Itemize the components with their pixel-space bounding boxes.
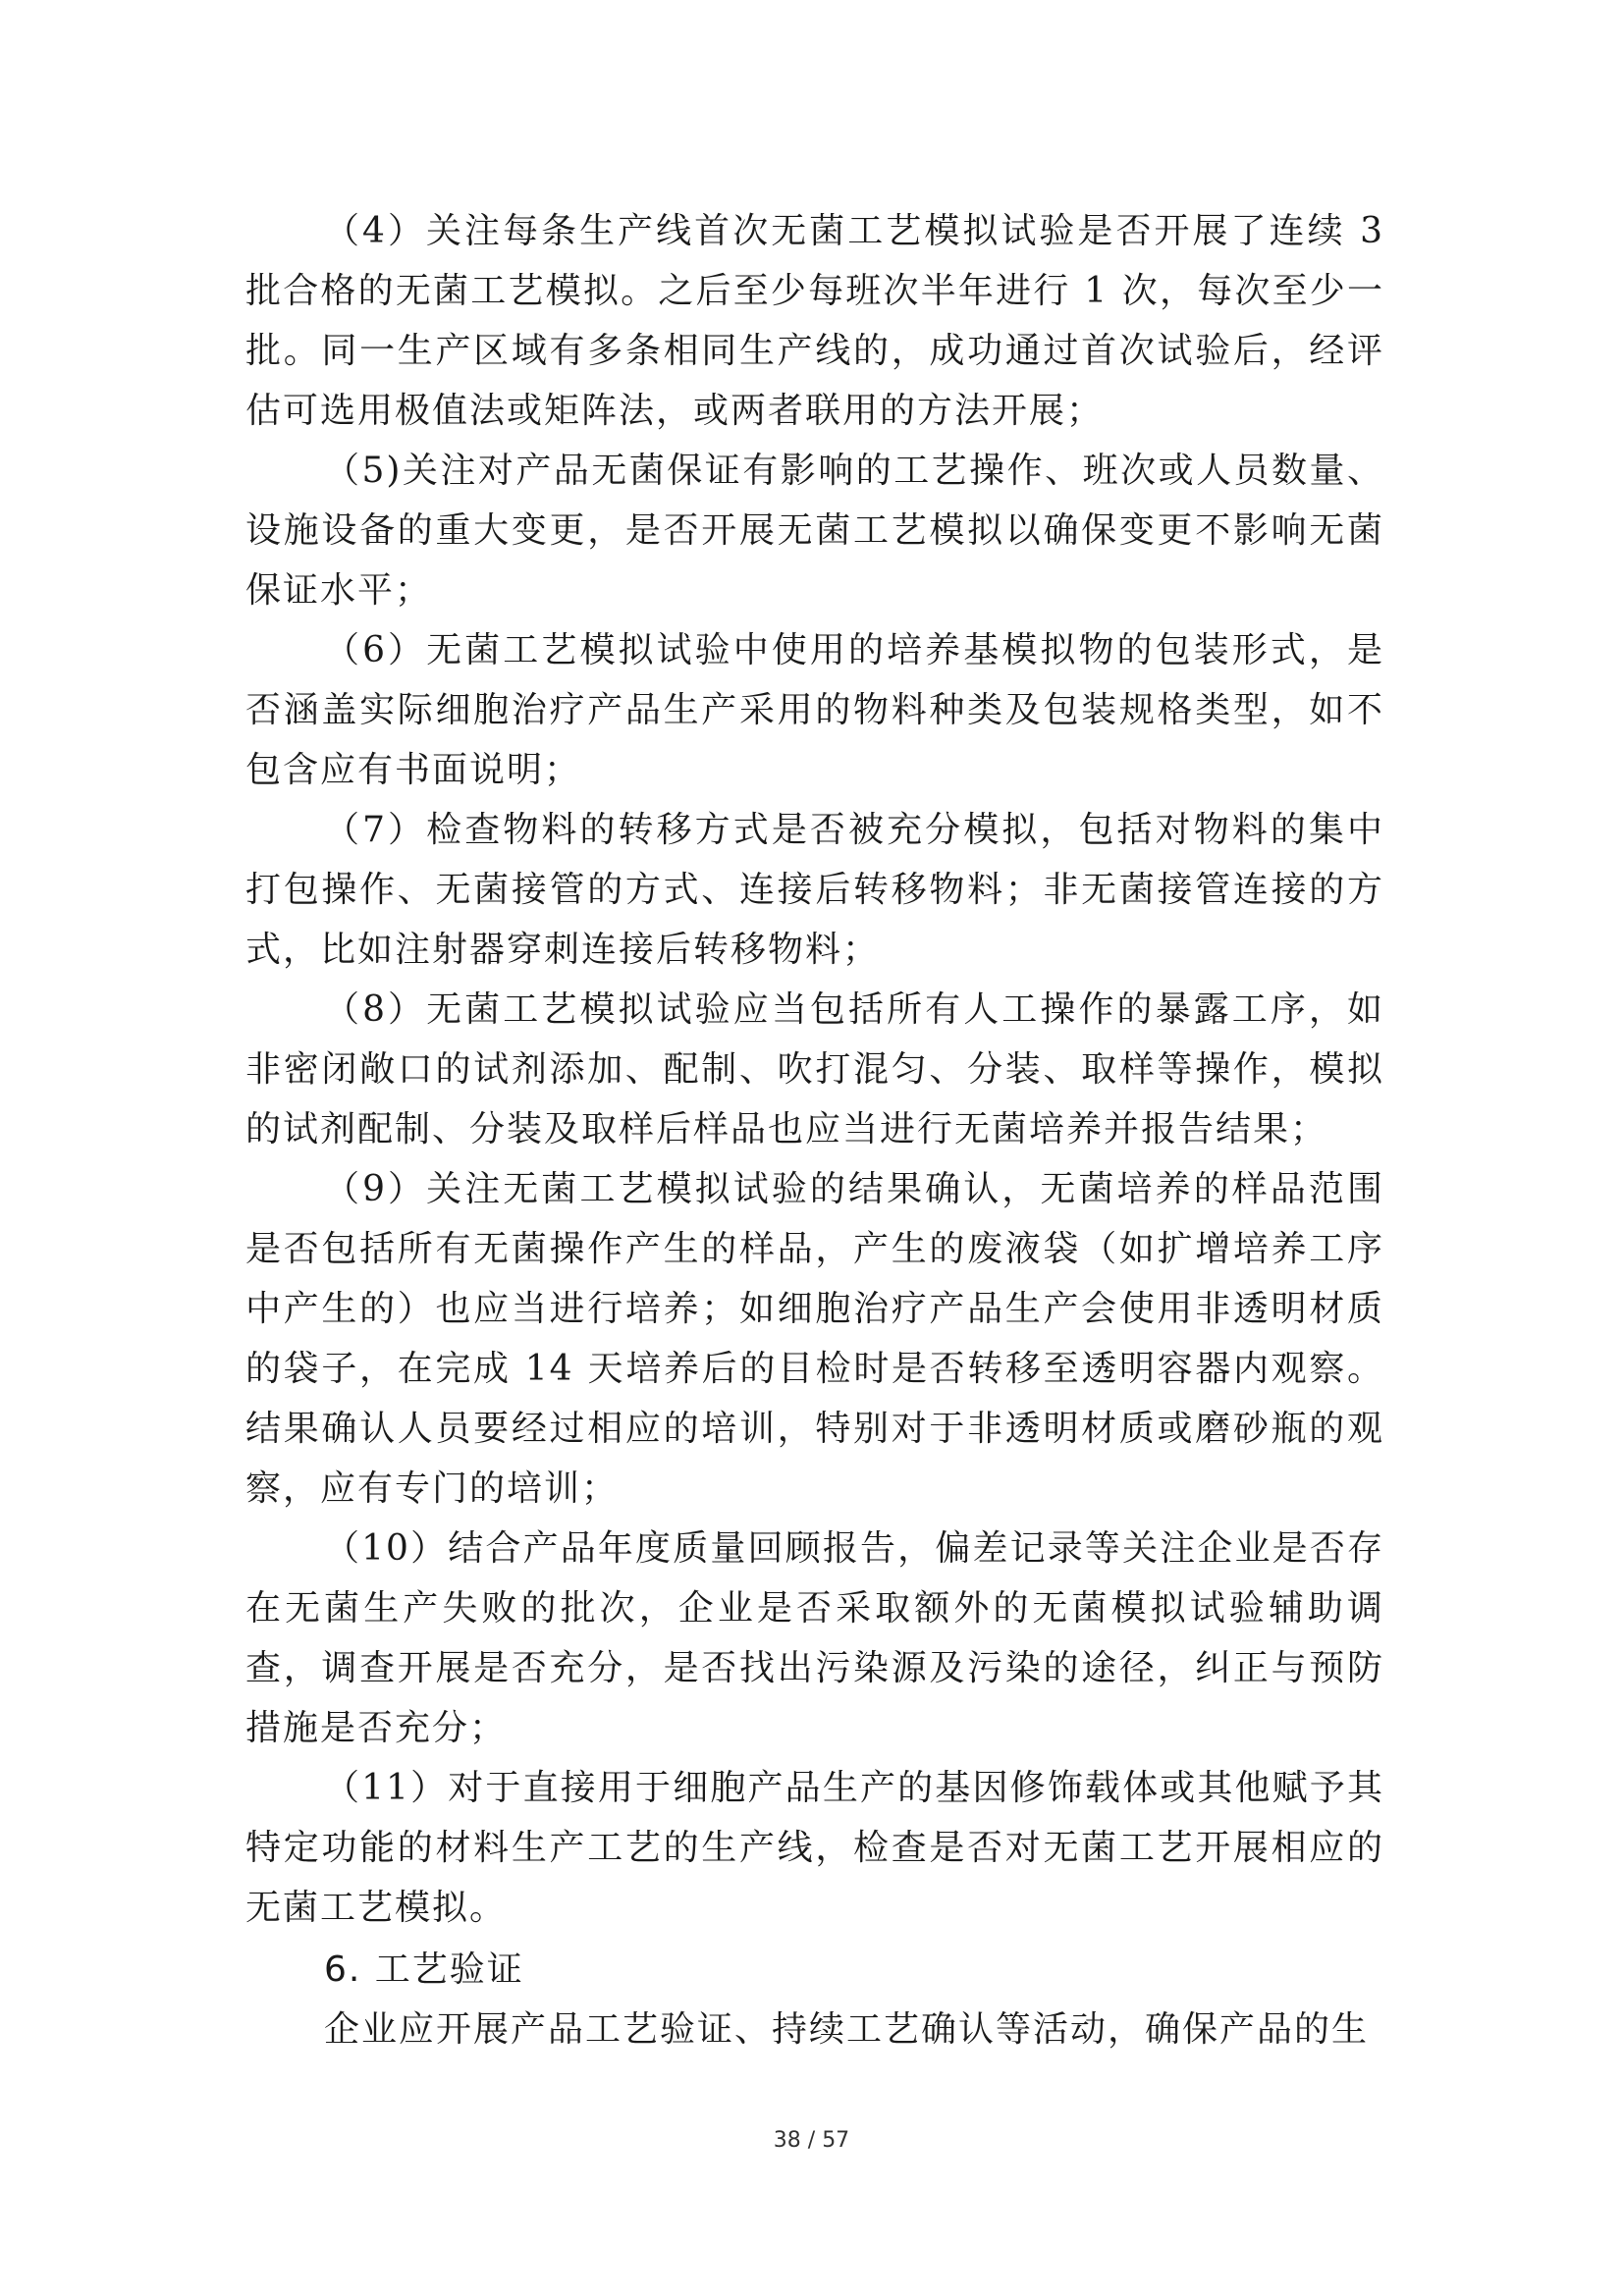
paragraph-item-10: （10）结合产品年度质量回顾报告，偏差记录等关注企业是否存在无菌生产失败的批次，企业是否采取额外的无菌模拟试验辅助调查，调查开展是否充分，是否找出污染源及污染的途径，纠正与预防措施是否充分； bbox=[245, 1528, 1384, 1748]
paragraph-item-11: （11）对于直接用于细胞产品生产的基因修饰载体或其他赋予其特定功能的材料生产工艺的生产线，检查是否对无菌工艺开展相应的无菌工艺模拟。 bbox=[245, 1768, 1384, 1928]
paragraph-item-7: （7）检查物料的转移方式是否被充分模拟，包括对物料的集中打包操作、无菌接管的方式、连接后转移物料；非无菌接管连接的方式，比如注射器穿刺连接后转移物料； bbox=[245, 810, 1384, 970]
document-page bbox=[245, 201, 1384, 2059]
paragraph-item-9: （9）关注无菌工艺模拟试验的结果确认，无菌培养的样品范围是否包括所有无菌操作产生的样品，产生的废液袋（如扩增培养工序中产生的）也应当进行培养；如细胞治疗产品生产会使用非透明材质的袋子，在完成 14 天培养后的目检时是否转移至透明容器内观察。结果确认人员要经过相应的培训，特别对于非透明材质或磨砂瓶的观察，应有专门的培训； bbox=[245, 1169, 1384, 1509]
paragraph-item-6: （6）无菌工艺模拟试验中使用的培养基模拟物的包装形式，是否涵盖实际细胞治疗产品生产采用的物料种类及包装规格类型，如不包含应有书面说明； bbox=[245, 630, 1384, 790]
section-paragraph: 企业应开展产品工艺验证、持续工艺确认等活动，确保产品的生 bbox=[324, 2009, 1370, 2050]
section-heading: 6. 工艺验证 bbox=[324, 1949, 524, 1990]
paragraph-item-4: （4）关注每条生产线首次无菌工艺模拟试验是否开展了连续 3 批合格的无菌工艺模拟。之后至少每班次半年进行 1 次，每次至少一批。同一生产区域有多条相同生产线的，成功通过首次试验后，经评估可选用极值法或矩阵法，或两者联用的方法开展； bbox=[245, 211, 1384, 431]
page-number: 38 / 57 bbox=[773, 2128, 850, 2153]
paragraph-item-5: （5)关注对产品无菌保证有影响的工艺操作、班次或人员数量、设施设备的重大变更，是否开展无菌工艺模拟以确保变更不影响无菌保证水平； bbox=[245, 451, 1384, 611]
paragraph-item-8: （8）无菌工艺模拟试验应当包括所有人工操作的暴露工序，如非密闭敞口的试剂添加、配制、吹打混匀、分装、取样等操作，模拟的试剂配制、分装及取样后样品也应当进行无菌培养并报告结果； bbox=[245, 989, 1384, 1149]
